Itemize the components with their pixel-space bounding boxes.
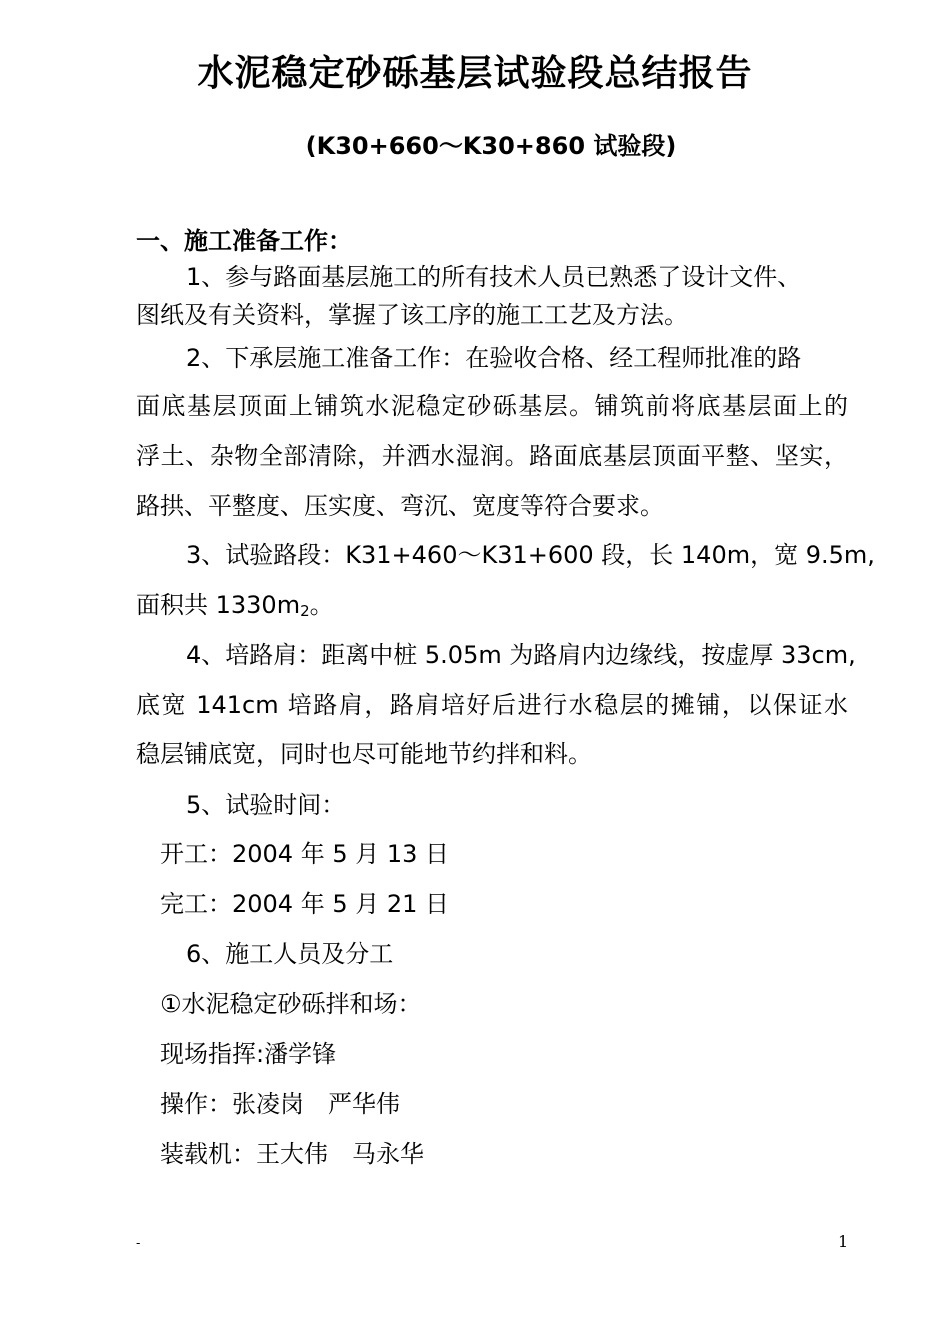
item2-line2: 面底基层顶面上铺筑水泥稳定砂砾基层。铺筑前将底基层面上的 [136,392,848,420]
item2-line4: 路拱、平整度、压实度、弯沉、宽度等符合要求。 [136,492,664,520]
item4-line1: 4、培路肩：距离中桩 5.05m 为路肩内边缘线，按虚厚 33cm, [186,641,856,669]
item4-line3: 稳层铺底宽，同时也尽可能地节约拌和料。 [136,740,592,768]
mixing-plant-heading: ①水泥稳定砂砾拌和场： [160,990,422,1018]
page-number: 1 [838,1232,849,1251]
loader-operators: 装载机：王大伟 马永华 [160,1140,424,1168]
item3-line2 [136,586,334,630]
item6-line1: 6、施工人员及分工 [186,940,394,968]
item3-area-text: 面积共 1330m [136,591,301,619]
site-lead: 现场指挥:潘学锋 [160,1040,337,1068]
item3-line1: 3、试验路段：K31+460～K31+600 段，长 140m，宽 9.5m, [186,541,875,569]
item3-area-subscript: 2 [300,602,310,620]
item2-line3: 浮土、杂物全部清除，并洒水湿润。路面底基层顶面平整、坚实， [136,442,848,470]
start-date: 开工：2004 年 5 月 13 日 [160,840,450,868]
item5-line1: 5、试验时间： [186,791,346,819]
item1-line2: 图纸及有关资料，掌握了该工序的施工工艺及方法。 [136,301,688,329]
item2-line1: 2、下承层施工准备工作：在验收合格、经工程师批准的路 [186,344,802,372]
section-heading: 一、施工准备工作： [136,227,352,255]
item1-line1: 1、参与路面基层施工的所有技术人员已熟悉了设计文件、 [186,263,802,291]
footer-mark: - [136,1236,141,1251]
operators: 操作：张凌岗 严华伟 [160,1090,400,1118]
page-subtitle: (K30+660～K30+860 试验段) [305,132,677,160]
item3-area-end: 。 [309,591,334,619]
item4-line2: 底宽 141cm 培路肩，路肩培好后进行水稳层的摊铺，以保证水 [136,691,848,719]
end-date: 完工：2004 年 5 月 21 日 [160,890,450,918]
page-title: 水泥稳定砂砾基层试验段总结报告 [197,53,753,94]
